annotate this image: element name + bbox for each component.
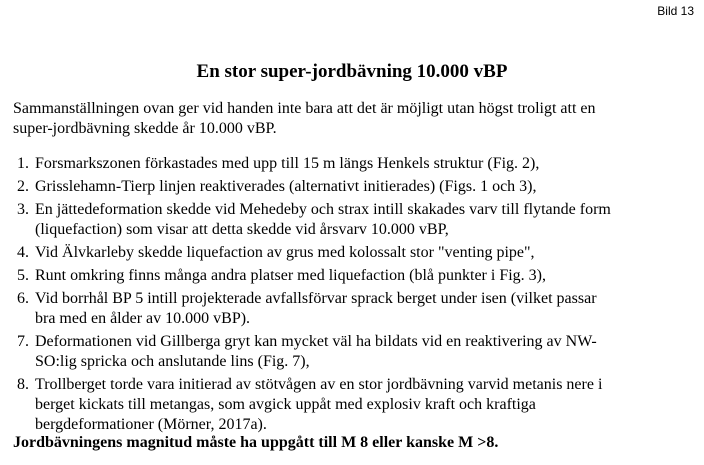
intro-paragraph [13,99,693,139]
list-item [13,266,693,286]
list-item-text: Trollberget torde vara initierad av stötvågen av en stor jordbävning varvid metanis nere i [35,376,603,393]
list-item [13,177,693,197]
list-item-text: Deformationen vid Gillberga gryt kan mycket väl ha bildats vid en reaktivering av NW- [35,333,597,350]
page-title: En stor super-jordbävning 10.000 vBP [196,61,508,82]
list-item-number: 3. [17,201,29,218]
list-item-text: Forsmarkszonen förkastades med upp till 15 m längs Henkels struktur (Fig. 2), [35,155,540,172]
list-item [13,154,693,174]
list-item-text: berget kickats till metangas, som avgick uppåt med explosiv kraft och kraftiga [35,396,536,413]
list-item-text: bra med en ålder av 10.000 vBP). [35,310,251,327]
list-item-number: 2. [17,178,29,195]
list-item-text: En jättedeformation skedde vid Mehedeby och strax intill skakades varv till flytande form [35,201,611,218]
list-item-number: 7. [17,333,29,350]
evidence-list [13,154,693,438]
conclusion-statement: Jordbävningens magnitud måste ha uppgått till M 8 eller kanske M >8. [13,434,499,451]
list-item-number: 6. [17,290,29,307]
list-item-text: Vid Älvkarleby skedde liquefaction av grus med kolossalt stor "venting pipe", [35,244,535,261]
list-item-text: Grisslehamn-Tierp linjen reaktiverades (alternativt initierades) (Figs. 1 och 3), [35,178,537,195]
slide-number-label: Bild 13 [657,4,694,18]
list-item [13,375,693,435]
list-item-number: 5. [17,267,29,284]
list-item-text: Runt omkring finns många andra platser med liquefaction (blå punkter i Fig. 3), [35,267,546,284]
list-item [13,200,693,240]
intro-line: super-jordbävning skedde år 10.000 vBP. [13,120,277,137]
list-item [13,332,693,372]
list-item-text: Vid borrhål BP 5 intill projekterade avfallsförvar sprack berget under isen (vilket passar [35,290,597,307]
list-item-text: (liquefaction) som visar att detta skedde vid årsvarv 10.000 vBP, [35,221,449,238]
list-item-text: SO:lig spricka och anslutande lins (Fig. 7), [35,353,310,370]
list-item-number: 4. [17,244,29,261]
intro-line: Sammanställningen ovan ger vid handen inte bara att det är möjligt utan högst troligt att en [13,100,596,117]
list-item-number: 1. [17,155,29,172]
list-item-text: bergdeformationer (Mörner, 2017a). [35,416,267,433]
list-item-number: 8. [17,376,29,393]
list-item [13,243,693,263]
list-item [13,289,693,329]
